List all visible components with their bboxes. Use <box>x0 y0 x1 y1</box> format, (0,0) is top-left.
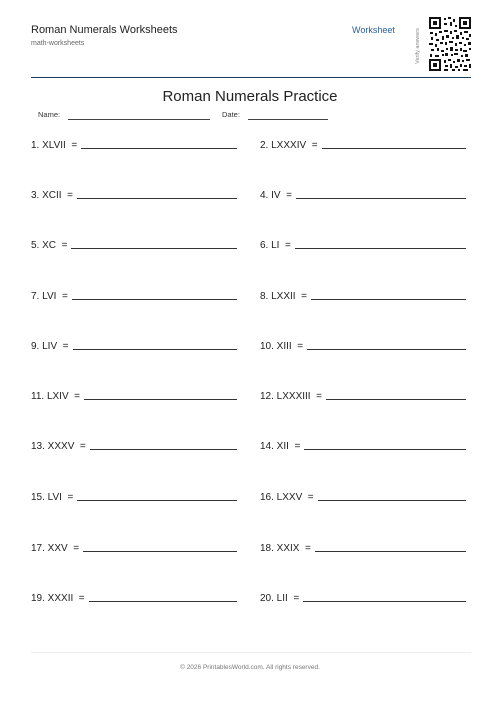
problem-question: 6. LI = <box>260 240 291 251</box>
answer-blank[interactable] <box>307 349 466 350</box>
problem-question: 5. XC = <box>31 240 68 251</box>
answer-blank[interactable] <box>303 601 466 602</box>
footer-divider <box>31 652 471 653</box>
problem-question: 17. XXV = <box>31 543 80 554</box>
problem-item <box>31 237 237 251</box>
answer-blank[interactable] <box>83 551 237 552</box>
answer-blank[interactable] <box>322 148 466 149</box>
answer-blank[interactable] <box>77 198 237 199</box>
answer-blank[interactable] <box>296 198 466 199</box>
problem-question: 2. LXXXIV = <box>260 140 318 151</box>
answer-blank[interactable] <box>71 248 237 249</box>
problem-item <box>260 438 466 452</box>
answer-blank[interactable] <box>304 449 466 450</box>
problem-question: 19. XXXII = <box>31 593 85 604</box>
name-field[interactable] <box>68 119 210 120</box>
page-title: Roman Numerals Practice <box>162 88 338 105</box>
problem-item <box>260 137 466 151</box>
problem-item <box>260 590 466 604</box>
problem-item <box>260 338 466 352</box>
problem-question: 1. XLVII = <box>31 140 78 151</box>
answer-blank[interactable] <box>326 399 466 400</box>
answer-blank[interactable] <box>84 399 237 400</box>
problem-item <box>31 388 237 402</box>
answer-blank[interactable] <box>81 148 237 149</box>
answer-blank[interactable] <box>77 500 237 501</box>
problem-item <box>260 187 466 201</box>
problem-item <box>31 288 237 302</box>
name-label: Name: <box>38 110 61 119</box>
qr-code-icon[interactable] <box>428 16 472 72</box>
problem-question: 13. XXXV = <box>31 441 86 452</box>
footer-copyright: © 2026 PrintablesWorld.com. All rights reserved. <box>180 664 320 671</box>
problem-item <box>31 338 237 352</box>
answer-blank[interactable] <box>73 349 237 350</box>
answer-blank[interactable] <box>89 601 237 602</box>
problem-item <box>31 438 237 452</box>
problem-item <box>31 590 237 604</box>
problem-item <box>31 187 237 201</box>
answer-blank[interactable] <box>318 500 466 501</box>
problem-question: 18. XXIX = <box>260 543 311 554</box>
problem-item <box>31 137 237 151</box>
problem-question: 15. LVI = <box>31 492 74 503</box>
problem-item <box>260 489 466 503</box>
answer-blank[interactable] <box>315 551 466 552</box>
answer-blank[interactable] <box>295 248 466 249</box>
date-label: Date: <box>222 110 240 119</box>
problem-question: 8. LXXII = <box>260 291 307 302</box>
verify-answers-label <box>412 20 424 72</box>
problem-item <box>31 489 237 503</box>
problem-question: 4. IV = <box>260 190 292 201</box>
problem-item <box>260 540 466 554</box>
problem-question: 7. LVI = <box>31 291 68 302</box>
answer-blank[interactable] <box>311 299 466 300</box>
header <box>31 0 471 80</box>
problem-question: 12. LXXXIII = <box>260 391 322 402</box>
header-divider <box>31 77 471 78</box>
problem-question: 16. LXXV = <box>260 492 314 503</box>
verify-answers-text: Verify answers <box>415 28 421 64</box>
answer-blank[interactable] <box>72 299 237 300</box>
answer-blank[interactable] <box>90 449 237 450</box>
problem-question: 10. XIII = <box>260 341 304 352</box>
site-title: Roman Numerals Worksheets <box>31 24 178 36</box>
problem-question: 20. LII = <box>260 593 300 604</box>
problem-question: 3. XCII = <box>31 190 73 201</box>
problem-item <box>31 540 237 554</box>
problem-question: 14. XII = <box>260 441 301 452</box>
problem-question: 11. LXIV = <box>31 391 81 402</box>
date-field[interactable] <box>248 119 328 120</box>
problem-item <box>260 388 466 402</box>
problem-item <box>260 237 466 251</box>
problem-question: 9. LIV = <box>31 341 69 352</box>
problem-item <box>260 288 466 302</box>
worksheet-link[interactable]: Worksheet <box>352 25 395 35</box>
site-subtitle: math-worksheets <box>31 40 85 47</box>
